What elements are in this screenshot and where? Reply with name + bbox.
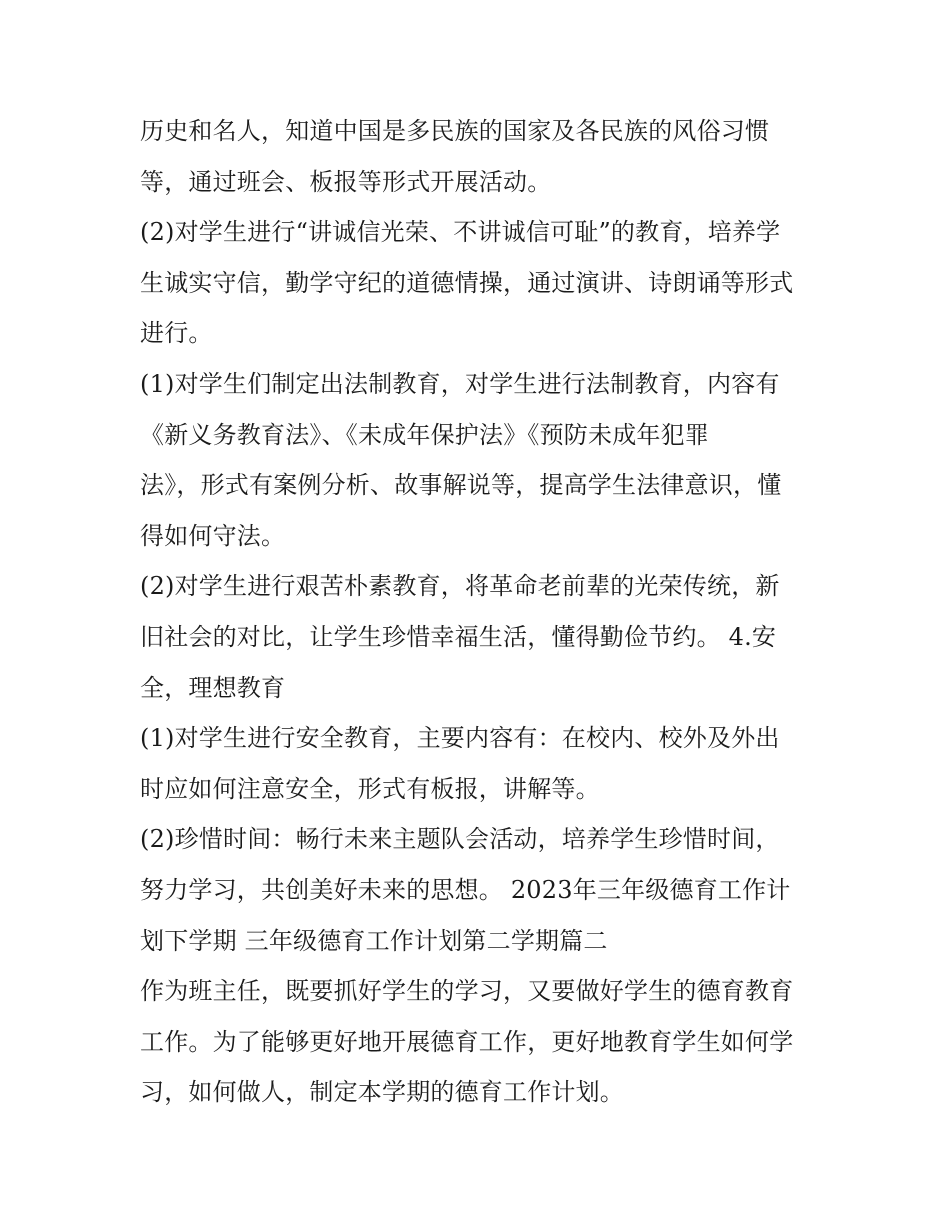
text-line: (2)珍惜时间：畅行未来主题队会活动，培养学生珍惜时间， [140,825,780,854]
text-line: 时应如何注意安全，形式有板报，讲解等。 [140,774,600,803]
text-line: 等，通过班会、板报等形式开展活动。 [140,167,552,196]
text-line: 旧社会的对比，让学生珍惜幸福生活，懂得勤俭节约。 4.安 [140,622,777,651]
text-line: 法》，形式有案例分析、故事解说等，提高学生法律意识，懂 [140,471,782,500]
text-line: 全，理想教育 [140,673,286,702]
text-line: 努力学习，共创美好未来的思想。 2023年三年级德育工作计 [140,875,791,904]
text-line: (1)对学生们制定出法制教育，对学生进行法制教育，内容有 [140,369,780,398]
text-line: 得如何守法。 [140,521,286,550]
text-line: 生诚实守信，勤学守纪的道德情操，通过演讲、诗朗诵等形式 [140,268,794,297]
text-line: 作为班主任，既要抓好学生的学习，又要做好学生的德育教育 [140,977,794,1006]
text-line: 进行。 [140,319,213,348]
text-line: 习，如何做人，制定本学期的德育工作计划。 [140,1078,624,1107]
text-line: (2)对学生进行艰苦朴素教育，将革命老前辈的光荣传统，新 [140,572,780,601]
document-body [140,106,820,1118]
text-line: (2)对学生进行“讲诚信光荣、不讲诚信可耻”的教育，培养学 [140,218,781,247]
text-line: 历史和名人，知道中国是多民族的国家及各民族的风俗习惯 [140,117,770,145]
text-line: (1)对学生进行安全教育，主要内容有：在校内、校外及外出 [140,724,780,753]
text-line: 划下学期 三年级德育工作计划第二学期篇二 [140,926,608,955]
text-line: 工作。为了能够更好地开展德育工作，更好地教育学生如何学 [140,1027,794,1056]
text-line: 《新义务教育法》、《未成年保护法》《预防未成年犯罪 [140,420,709,449]
